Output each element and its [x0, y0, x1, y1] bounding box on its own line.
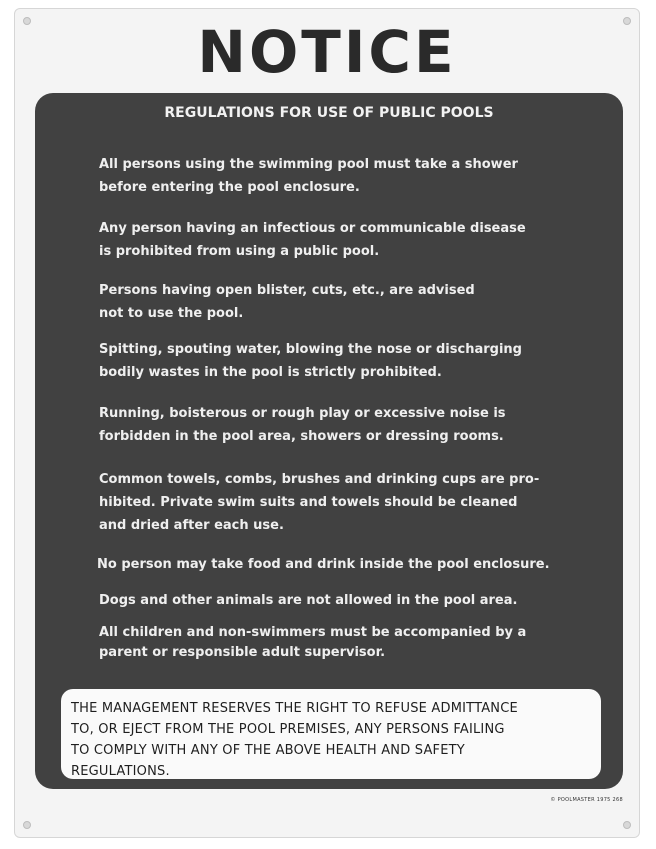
rule-spitting: Spitting, spouting water, blowing the nose or discharging bodily wastes in the pool is strictly prohibited. [99, 342, 522, 380]
management-notice: THE MANAGEMENT RESERVES THE RIGHT TO REFUSE ADMITTANCE TO, OR EJECT FROM THE POOL PREMISES, ANY PERSONS FAILING TO COMPLY WITH ANY OF THE ABOVE HEALTH AND SAFETY REGULATIONS. [61, 689, 601, 779]
rule-common-towels: Common towels, combs, brushes and drinking cups are pro- hibited. Private swim suits and towels should be cleaned and dried after each use. [99, 472, 540, 533]
sign-heading: NOTICE [197, 18, 457, 86]
mounting-hole-bottom-left [23, 821, 31, 829]
rule-food-drink: No person may take food and drink inside the pool enclosure. [97, 557, 550, 572]
rule-animals: Dogs and other animals are not allowed in the pool area. [99, 593, 518, 608]
notice-sign [14, 8, 640, 838]
rule-disease: Any person having an infectious or communicable disease is prohibited from using a public pool. [99, 221, 526, 259]
regulations-panel [35, 93, 623, 789]
rule-open-cuts: Persons having open blister, cuts, etc., are advised not to use the pool. [99, 283, 475, 321]
regulations-title: REGULATIONS FOR USE OF PUBLIC POOLS [164, 105, 494, 121]
rule-shower: All persons using the swimming pool must take a shower before entering the pool enclosure. [99, 157, 518, 195]
mounting-hole-bottom-right [623, 821, 631, 829]
rule-children: All children and non-swimmers must be accompanied by a parent or responsible adult supervisor. [99, 625, 527, 660]
copyright-mark: © POOLMASTER 1975 268 [550, 797, 623, 803]
rule-rough-play: Running, boisterous or rough play or excessive noise is forbidden in the pool area, showers or dressing rooms. [99, 406, 506, 444]
